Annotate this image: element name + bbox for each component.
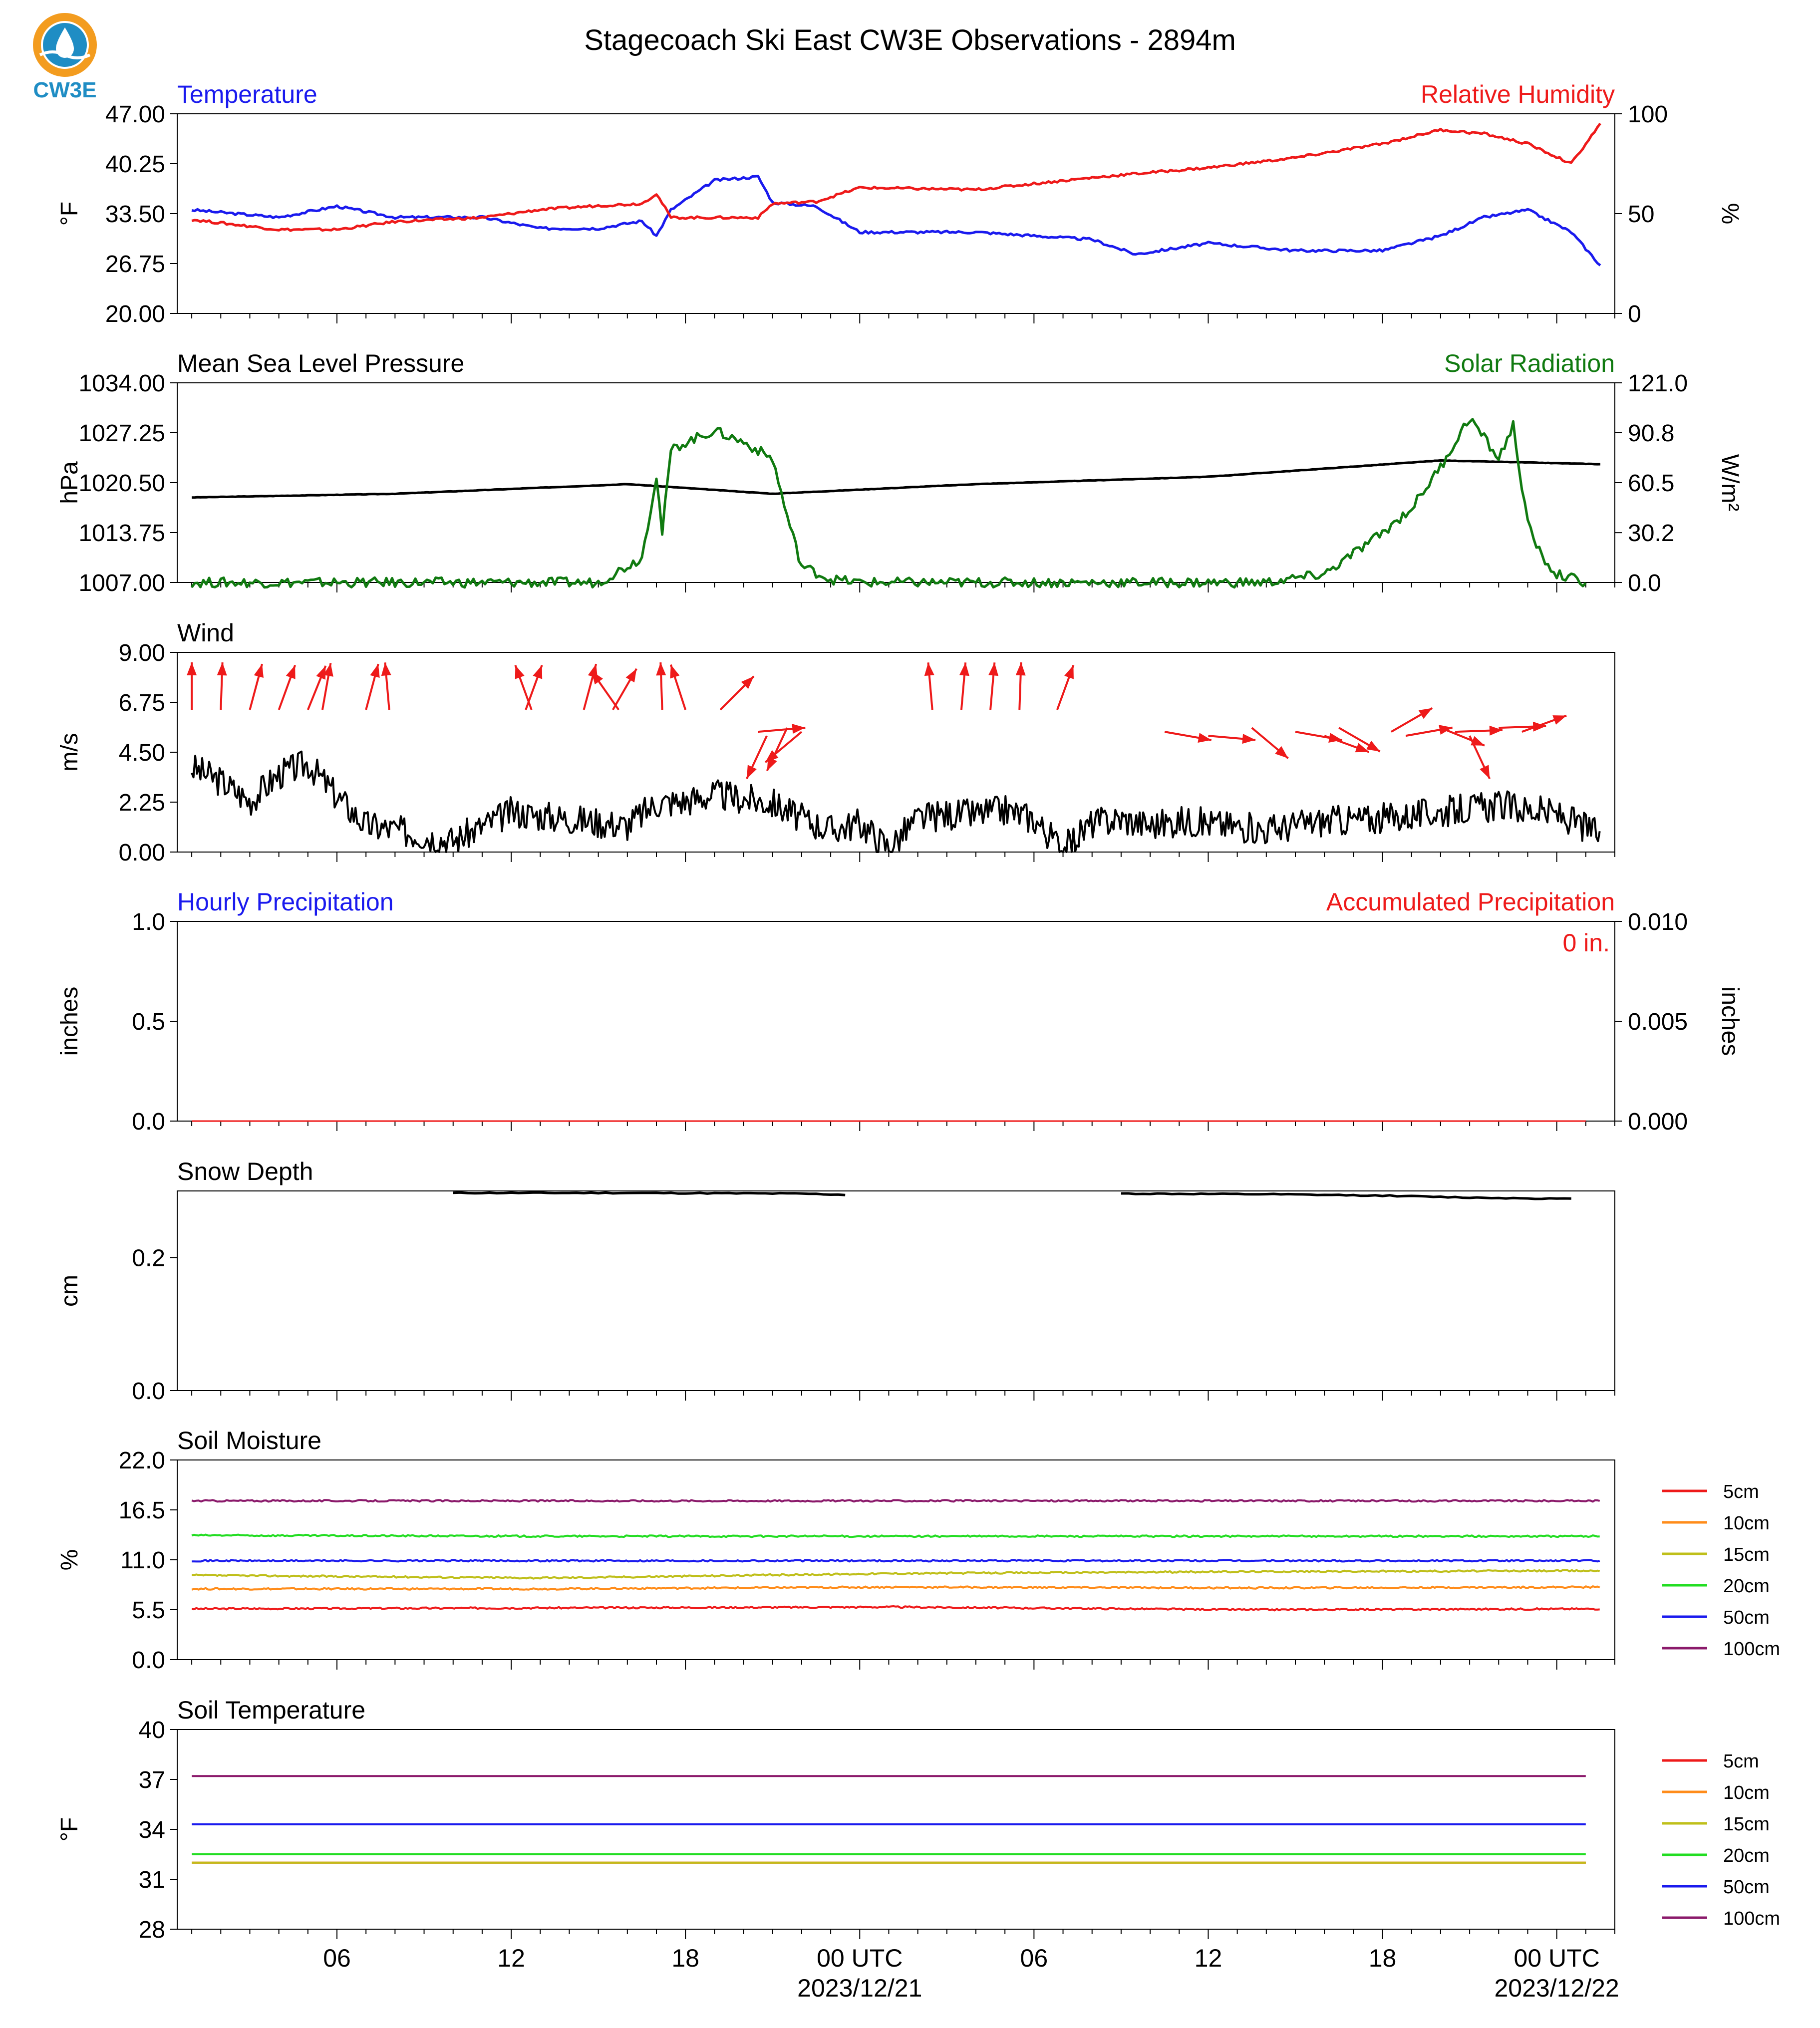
series-line-5cm [192, 1606, 1600, 1610]
plot-frame [177, 114, 1615, 313]
y-tick-label-left: 9.00 [118, 640, 165, 666]
panel-title-left: Soil Temperature [177, 1696, 366, 1724]
wind-arrow-head [1064, 665, 1074, 679]
y-tick-label-left: 6.75 [118, 690, 165, 716]
wind-arrow-head [217, 662, 227, 675]
y-tick-label-left: 2.25 [118, 790, 165, 816]
y-tick-label-left: 1034.00 [78, 370, 165, 397]
y-axis-label-left: % [56, 1549, 83, 1571]
panel-soil-moisture [56, 1427, 1780, 1674]
accumulated-precip-annotation: 0 in. [1562, 929, 1610, 957]
series-line-20cm [192, 1535, 1600, 1537]
series-line-50cm [192, 1560, 1600, 1561]
panel-snow-depth [56, 1158, 1615, 1405]
series-line-mean-sea-level-pressure [192, 460, 1600, 497]
y-tick-label-left: 26.75 [105, 251, 165, 278]
figure-title: Stagecoach Ski East CW3E Observations - 2894m [584, 24, 1236, 56]
y-tick-label-left: 1027.25 [78, 420, 165, 447]
y-tick-label-right: 0.000 [1628, 1109, 1688, 1135]
y-tick-label-left: 0.0 [132, 1647, 165, 1674]
legend-label: 15cm [1723, 1544, 1770, 1565]
y-tick-label-right: 50 [1628, 201, 1655, 228]
y-tick-label-left: 0.00 [118, 840, 165, 866]
series-line-relative-humidity [192, 123, 1600, 231]
y-axis-label-left: °F [56, 201, 83, 226]
series-line-100cm [192, 1500, 1600, 1501]
y-axis-label-left: inches [56, 986, 83, 1056]
panel-hourly-precipitation [56, 888, 1743, 1135]
y-tick-label-left: 40 [138, 1717, 165, 1743]
y-axis-label-right: W/m² [1717, 454, 1743, 512]
wind-arrow-head [187, 662, 197, 675]
panel-wind [56, 619, 1615, 866]
panels [56, 80, 1780, 1943]
panel-title-left: Hourly Precipitation [177, 888, 394, 916]
x-axis-labels [323, 1944, 1619, 2002]
y-tick-label-right: 60.5 [1628, 470, 1675, 497]
y-tick-label-left: 31 [138, 1867, 165, 1893]
cw3e-logo [33, 17, 96, 102]
y-tick-label-left: 40.25 [105, 151, 165, 178]
legend-label: 100cm [1723, 1908, 1781, 1929]
series-line-15cm [192, 1570, 1600, 1579]
y-tick-label-left: 4.50 [118, 740, 165, 766]
y-tick-label-right: 0.0 [1628, 570, 1661, 596]
y-tick-label-right: 100 [1628, 101, 1668, 128]
panel-title-left: Snow Depth [177, 1158, 313, 1185]
wind-arrow-head [370, 664, 379, 678]
y-tick-label-left: 1020.50 [78, 470, 165, 497]
panel-mean-sea-level-pressure [56, 349, 1743, 596]
legend-label: 50cm [1723, 1607, 1770, 1628]
y-tick-label-left: 11.0 [120, 1547, 165, 1574]
wind-arrow-head [316, 666, 325, 680]
y-axis-label-right: inches [1717, 986, 1743, 1056]
y-tick-label-right: 90.8 [1628, 420, 1675, 447]
x-tick-label: 12 [497, 1944, 525, 1972]
panel-title-left: Wind [177, 619, 234, 647]
y-tick-label-left: 28 [138, 1917, 165, 1943]
plot-frame [177, 383, 1615, 582]
wind-arrow-head [670, 665, 679, 679]
x-tick-label: 12 [1194, 1944, 1222, 1972]
wind-arrow-head [1419, 708, 1433, 719]
x-date-label: 2023/12/21 [797, 1974, 922, 2002]
x-tick-label: 18 [1368, 1944, 1397, 1972]
y-tick-label-right: 0 [1628, 301, 1641, 327]
plot-frame [177, 1730, 1615, 1929]
y-axis-label-left: °F [56, 1817, 83, 1842]
wind-arrow-head [1480, 765, 1490, 779]
logo-text: CW3E [33, 78, 97, 102]
wind-arrow-head [254, 664, 264, 678]
series-line-10cm [192, 1586, 1600, 1590]
legend-label: 20cm [1723, 1845, 1770, 1866]
series-line-solar-radiation [192, 419, 1586, 587]
plot-frame [177, 1191, 1615, 1391]
y-tick-label-right: 121.0 [1628, 370, 1688, 397]
series-line-snow-depth [453, 1192, 845, 1195]
y-tick-label-left: 1.0 [132, 909, 165, 935]
y-tick-label-left: 5.5 [132, 1597, 165, 1624]
legend-label: 50cm [1723, 1877, 1770, 1898]
legend-label: 10cm [1723, 1782, 1770, 1803]
y-tick-label-left: 16.5 [118, 1497, 165, 1524]
series-line-wind [192, 752, 1600, 852]
panel-soil-temperature [56, 1696, 1780, 1943]
y-axis-label-left: cm [56, 1275, 83, 1307]
panel-title-right: Accumulated Precipitation [1326, 888, 1615, 916]
panel-title-right: Relative Humidity [1420, 80, 1615, 108]
x-tick-label: 00 UTC [817, 1944, 903, 1972]
y-tick-label-left: 20.00 [105, 301, 165, 327]
wind-arrow-head [1552, 715, 1566, 725]
legend-label: 20cm [1723, 1576, 1770, 1597]
y-tick-label-left: 0.5 [132, 1009, 165, 1035]
legend-label: 15cm [1723, 1814, 1770, 1835]
x-tick-label: 06 [323, 1944, 351, 1972]
y-tick-label-right: 30.2 [1628, 520, 1675, 547]
series-line-snow-depth [1121, 1193, 1571, 1199]
legend-label: 5cm [1723, 1751, 1759, 1772]
panel-title-left: Temperature [177, 80, 317, 108]
y-tick-label-left: 47.00 [105, 101, 165, 128]
wind-arrow-head [626, 669, 637, 683]
y-tick-label-left: 22.0 [118, 1448, 165, 1474]
y-axis-label-right: % [1717, 203, 1743, 225]
y-tick-label-right: 0.005 [1628, 1009, 1688, 1035]
legend-label: 10cm [1723, 1513, 1770, 1534]
legend-label: 100cm [1723, 1639, 1781, 1660]
y-tick-label-left: 33.50 [105, 201, 165, 228]
y-tick-label-left: 0.0 [132, 1378, 165, 1405]
wind-arrow-head [1016, 662, 1026, 675]
wind-arrow-head [533, 665, 542, 679]
y-tick-label-right: 0.010 [1628, 909, 1688, 935]
wind-arrow-head [1198, 733, 1211, 743]
y-tick-label-left: 0.0 [132, 1109, 165, 1135]
wind-arrow-head [656, 662, 666, 675]
wind-arrow-head [592, 671, 603, 684]
wind-arrow-head [1366, 741, 1380, 752]
y-tick-label-left: 37 [138, 1767, 165, 1793]
legend-label: 5cm [1723, 1481, 1759, 1502]
panel-title-right: Solar Radiation [1444, 349, 1615, 377]
x-tick-label: 06 [1020, 1944, 1048, 1972]
x-tick-label: 18 [671, 1944, 699, 1972]
y-axis-label-left: hPa [56, 461, 83, 504]
y-tick-label-left: 0.2 [132, 1245, 165, 1272]
panel-temperature [56, 80, 1743, 327]
y-tick-label-left: 1013.75 [78, 520, 165, 547]
x-tick-label: 00 UTC [1514, 1944, 1600, 1972]
wind-arrow-head [515, 665, 525, 679]
panel-title-left: Soil Moisture [177, 1427, 321, 1454]
wind-arrow-head [286, 665, 296, 679]
x-date-label: 2023/12/22 [1494, 1974, 1619, 2002]
y-tick-label-left: 34 [138, 1817, 165, 1843]
wind-arrow-head [747, 765, 757, 779]
plot-frame [177, 921, 1615, 1121]
y-axis-label-left: m/s [56, 733, 83, 772]
panel-title-left: Mean Sea Level Pressure [177, 349, 465, 377]
y-tick-label-left: 1007.00 [78, 570, 165, 596]
